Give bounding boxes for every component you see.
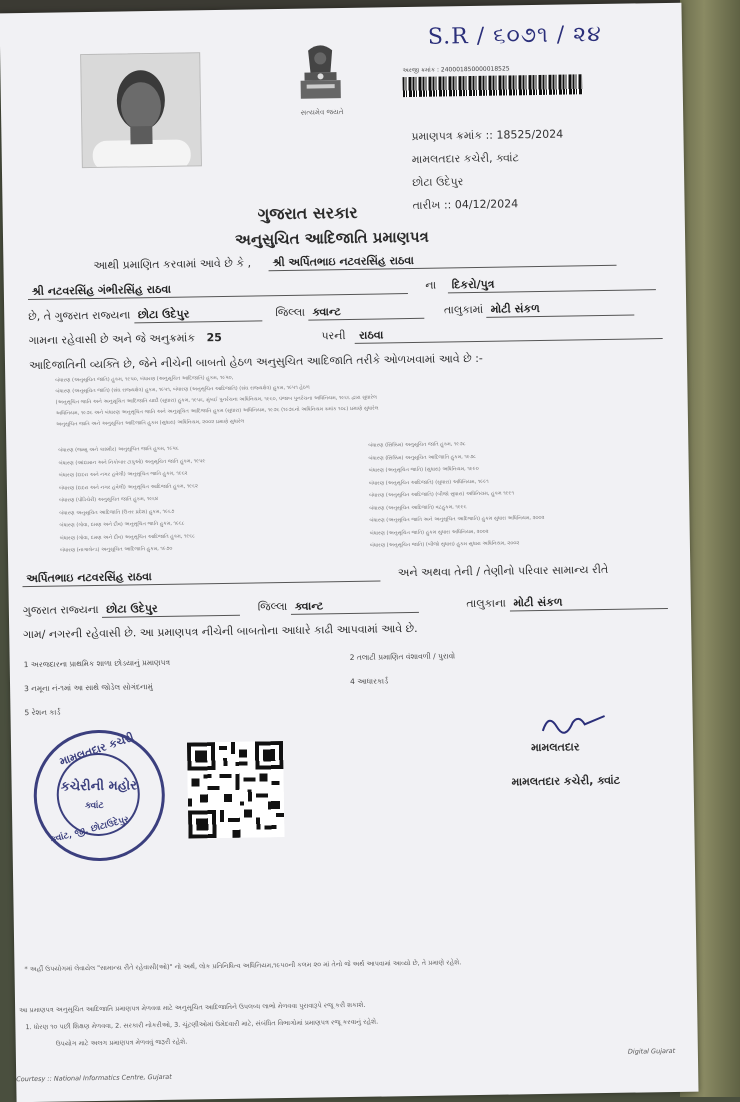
issuing-office: મામલતદાર કચેરી, ક્વાંટ (411, 151, 520, 166)
taluka2-value: ક્વાન્ટ (291, 598, 419, 615)
village-value: મોટી સંકળ (487, 300, 635, 317)
qr-code-icon (187, 741, 284, 838)
district-value: છોટા ઉદેપુર (134, 306, 262, 323)
order-item: બંધારણ (અનુસૂચિત જાતિ) (બીજો સુધારા) હુકમ સુધારા અધિનિયમ, ૨૦૦૨ (369, 540, 520, 549)
caste-label: પરની (321, 329, 346, 343)
handwritten-reference: S.R / ૬૦૭૧ / ૨૪ (427, 21, 602, 50)
order-item: બંધારણ (સિક્કિમ) અનુસૂચિત જાતિ હુકમ, ૧૯૭૮ (368, 441, 466, 449)
basis-item-2: 2 તલાટી પ્રમાણિત વંશાવળી / પુરાવો (349, 651, 456, 663)
order-item: બંધારણ (દાદરા અને નગર હવેલી) અનુસૂચિત આદિજાતિ હુકમ, ૧૯૬૨ (58, 482, 199, 492)
village2-value: મોટી સંકળ (509, 594, 667, 611)
order-item: બંધારણ (અનુસૂચિત આદિજાતિ) (બીજો સુધારા) અધિનિયમ, હુકમ ૧૯૯૧ (369, 490, 515, 499)
applicant-name: શ્રી અર્પિતભાઇ નટવરસિંહ રાઠવા (268, 251, 616, 271)
recognition-text: આદિજાતિની વ્યક્તિ છે, જેને નીચેની બાબતો હેઠળ અનુસુચિત આદિજાતિ તરીકે ઓળખવામાં આવે છે :- (28, 351, 483, 373)
basis-item-1: 1 અરજદારના પ્રાથમિક શાળા છોડયાનું પ્રમાણપત્ર (23, 657, 171, 670)
certificate-title: અનુસુચિત આદિજાતિ પ્રમાણપત્ર (234, 227, 429, 249)
order-item: બંધારણ (દાદરા અને નગર હવેલી) અનુસૂચિત જાતિ હુકમ, ૧૯૬૨ (58, 470, 188, 479)
district2-value: છોટા ઉદેપુર (102, 601, 240, 618)
certify-text: આથી પ્રમાણિત કરવામાં આવે છે કે , (93, 256, 252, 272)
relation-value: દિકરો/પુત્ર (448, 275, 656, 293)
seal-bottom-text: ક્વાંટ, જી. છોટાઉદેપુર (49, 814, 131, 846)
caste-value: રાઠવા (355, 324, 663, 344)
order-item: બંધારણ (અનુસૂચિત જાતિ) હુકમ સુધારા અધિનિયમ, ૨૦૦૨ (369, 528, 489, 537)
legal-paragraph (55, 371, 379, 431)
name-repeat: અર્પિતભાઇ નટવરસિંહ રાઠવા (22, 567, 380, 588)
basis-item-5: 5 રેશન કાર્ડ (24, 707, 61, 718)
basis-item-4: 4 આધારકાર્ડ (349, 676, 389, 686)
order-item: બંધારણ (અનુસૂચિત આદિજાતિ) વટહુકમ, ૧૯૯૬ (369, 503, 467, 512)
legal-line: અનુસૂચિત જાતિ અને અનુસૂચિત આદિજાતિ હુકમ (સુધારા) અધિનિયમ, ૨૦૦૨ પ્રમાણે સુધારેલ (55, 418, 245, 428)
order-item: બંધારણ (અનુસૂચિત આદિજાતિ) (સુધારા) અધિનિયમ, ૧૯૯૧ (368, 478, 489, 487)
footnote-4: ઉપયોગ માટે અલગ પ્રમાણપત્ર મેળવવું જરૂરી રહેશે. (55, 1037, 188, 1048)
seal-center-text: ક્વાંટ (84, 800, 104, 812)
legal-line: બંધારણ (અનુસૂચિત જાતિ) (સંઘ રાજ્યક્ષેત્ર) હુકમ, ૧૯૫૧, બંધારણ (અનુસૂચિત આદિજાતિ) (સંઘ રાજ્યક્ષેત્ર) હુકમ, ૧૯૫૧ હેઠળ (55, 384, 310, 395)
certificate-paper (0, 3, 699, 1102)
footnote-2: આ પ્રમાણપત્ર અનુસૂચિત આદિજાતિ પ્રમાણપત્ર મેળવવા માટે અનુસૂચિત આદિજાતિને ઉપલબ્ધ લાભો મેળવવા પુરાવારૂપે રજૂ કરી શકાશે. (19, 1000, 366, 1015)
order-item: બંધારણ (અનુસૂચિત જાતિ અને અનુસૂચિત આદિજાતિ) હુકમ સુધારા અધિનિયમ, ૨૦૦૨ (369, 514, 545, 524)
emblem-caption: સત્યમેવ જયતે (300, 108, 344, 117)
district2-label: જિલ્લા (257, 599, 288, 614)
legal-line: બંધારણ (અનુસૂચિત જાતિ) હુકમ, ૧૯૫૦, બંધારણ (અનુસૂચિત આદિજાતિ) હુકમ, ૧૯૫૦, (55, 374, 234, 384)
state-prefix: છે, તે ગુજરાત રાજ્યના (28, 308, 131, 324)
footnote-3: 1. ધોરણ ૧૦ પછી શિક્ષણ મેળવવા, 2. સરકારી નોકરીઓ, 3. ચૂંટણીઓમાં ઉમેદવારી માટે, સંબંધિત વિભાગોમાં પ્રમાણપત્ર રજૂ કરવાનું રહેશે. (25, 1017, 379, 1032)
taluka-value: ક્વાન્ટ (308, 304, 424, 321)
officer-office: મામલતદાર કચેરી, ક્વાંટ (511, 773, 621, 789)
barcode-block (402, 64, 582, 97)
footnote-1: * અહીં ઉપયોગમાં લેવાયેલ "સામાન્ય રીતે રહેવાસી(ઓ)" નો અર્થ, લોક પ્રતિનિધિત્વ અધિનિયમ,૧૯૫૦ની કલમ ૨૦ માં તેનો જે અર્થ આપવામાં આવ્યો છે, તે પ્રમાણે રહેશે. (24, 958, 462, 974)
barcode-number: અરજી ક્રમાંક : 240001850000018525 (402, 65, 510, 75)
relation-label: ના (425, 278, 437, 292)
issue-date: 04/12/2024 (454, 197, 519, 212)
legal-line: અધિનિયમ, ૧૯૭૬ અને બંધારણ અનુસૂચિત જાતિ અને અનુસૂચિત આદિજાતિ હુકમ (સુધારા) અધિનિયમ, ૧૯૭૬ (૧૯૭૬નો અધિનિયમ ક્રમાંક ૧૦૮) પ્રમાણે સુધારેલ (55, 405, 379, 417)
taluka-label: તાલુકામાં (443, 302, 484, 317)
courtesy-line: Courtesy :: National Informatics Centre, Gujarat (16, 1072, 172, 1084)
order-item: બંધારણ (અનુસૂચિત જાતિ) (સુધારા) અધિનિયમ, ૧૯૯૦ (368, 465, 479, 474)
barcode-icon (403, 74, 583, 97)
officer-signature (539, 710, 609, 743)
family-text: અને અથવા તેની / તેણીનો પરિવાર સામાન્ય રીતે (397, 562, 609, 580)
legal-line: (અનુસૂચિત જાતિ અને અનુસૂચિત આદિજાતિ યાદી (સુધારા) હુકમ, ૧૯૫૬, મુંબઈ પુનર્રચના અધિનિયમ, ૧૯૬૦, પંજાબ પુનર્રચના અધિનિયમ, ૧૯૬૬ દ્વારા સુધારેલ (55, 394, 377, 406)
office-seal (33, 729, 166, 862)
taluka2-label: તાલુકાના (466, 596, 507, 611)
order-item: બંધારણ (નાગાલેન્ડ) અનુસૂચિત આદિજાતિ હુકમ, ૧૯૭૦ (59, 545, 173, 554)
father-name: શ્રી નટવરસિંહ ગંભીરસિંહ રાઠવા (28, 279, 408, 300)
order-item: બંધારણ (ગોવા, દમણ અને દીવ) અનુસૂચિત જાતિ હુકમ, ૧૯૬૮ (59, 520, 185, 529)
district-label: જિલ્લા (275, 305, 306, 320)
seal-mid-text: કચેરીની મહોર (60, 778, 138, 795)
orders-right-column (368, 437, 545, 552)
govt-title: ગુજરાત સરકાર (257, 202, 358, 224)
officer-designation: મામલતદાર (530, 740, 580, 755)
digital-gujarat-label: Digital Gujarat (627, 1046, 676, 1056)
order-item: બંધારણ અનુસૂચિત આદિજાતિ (ઉત્તર પ્રદેશ) હુકમ, ૧૯૬૭ (59, 508, 175, 517)
issued-basis-text: ગામ/ નગરની રહેવાસી છે. આ પ્રમાણપત્ર નીચેની બાબતોના આધારે કાઢી આપવામાં આવે છે. (23, 621, 418, 642)
basis-item-3: 3 નમૂના નં-૧માં આ સાથે જોડેલ સોગંદનામું (24, 682, 153, 694)
issuing-district: છોટા ઉદેપુર (412, 175, 464, 189)
order-item: બંધારણ (જમ્મુ અને કાશ્મીર) અનુસૂચિત જાતિ હુકમ, ૧૯૫૬ (58, 445, 179, 454)
date-label: તારીખ :: (412, 198, 455, 212)
serial-prefix: ગામના રહેવાસી છે અને જે અનુક્રમાંક (28, 331, 196, 348)
order-item: બંધારણ (સિક્કિમ) અનુસૂચિત આદિજાતિ હુકમ, ૧૯૭૮ (368, 453, 477, 462)
certificate-no: 18525/2024 (496, 127, 564, 142)
order-item: બંધારણ (આંદામાન અને નિકોબાર ટાપુઓ) અનુસૂચિત જાતિ હુકમ, ૧૯૫૯ (58, 457, 206, 467)
applicant-photo (80, 52, 202, 168)
certificate-no-label: પ્રમાણપત્ર ક્રમાંક :: (411, 128, 497, 143)
orders-left-column (58, 442, 207, 557)
serial-number: 25 (206, 330, 223, 345)
state2-prefix: ગુજરાત રાજ્યના (22, 602, 99, 618)
order-item: બંધારણ (પોંડિચેરી) અનુસૂચિત જાતિ હુકમ, ૧૯૬૪ (59, 495, 159, 504)
seal-top-text: મામલતદાર કચેરી (57, 730, 136, 769)
order-item: બંધારણ (ગોવા, દમણ અને દીવ) અનુસૂચિત આદિજાતિ હુકમ, ૧૯૬૮ (59, 532, 196, 542)
certificate-meta (411, 123, 564, 217)
